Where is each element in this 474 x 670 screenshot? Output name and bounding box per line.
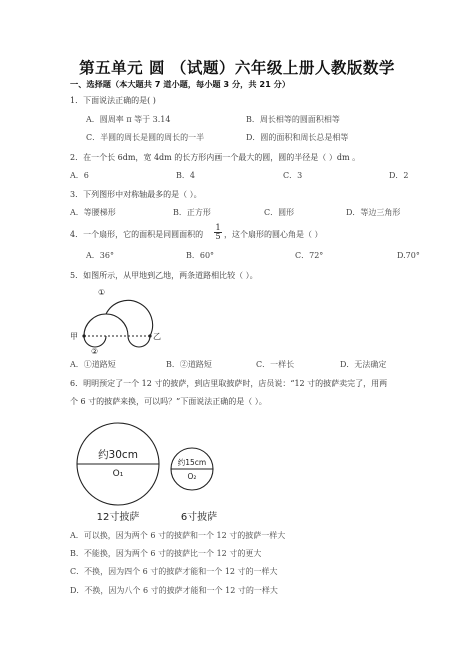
q3-option-b: B．正方形 bbox=[173, 208, 211, 217]
q2-stem: 2．在一个长 6dm，宽 4dm 的长方形内画一个最大的圆，圆的半径是（ ）dm 。 bbox=[70, 153, 361, 162]
q1-option-c: C．半圆的周长是圆的周长的一半 bbox=[86, 133, 205, 142]
pizza-6-caption: 6寸披萨 bbox=[180, 512, 218, 522]
pizza-12-diameter-label: 约30cm bbox=[98, 449, 138, 461]
route-2-label: ② bbox=[91, 347, 99, 356]
q6-option-c: C．不换，因为四个 6 寸的披萨才能和一个 12 寸的一样大 bbox=[70, 567, 278, 576]
pizza-6-center-label: O₂ bbox=[187, 472, 197, 481]
q1-stem: 1．下面说法正确的是( ) bbox=[70, 96, 156, 105]
route-1-large-arc bbox=[106, 300, 153, 336]
q2-option-c: C．3 bbox=[283, 171, 303, 180]
q4-stem-end: ，这个扇形的圆心角是（ ） bbox=[224, 230, 323, 239]
q1-option-b: B．周长相等的圆面积相等 bbox=[246, 115, 340, 124]
route-2-path bbox=[84, 336, 106, 347]
q4-option-a: A．36° bbox=[86, 251, 114, 260]
q4-fraction bbox=[214, 224, 222, 241]
q4-fraction-denominator: 5 bbox=[215, 232, 221, 241]
end-label: 乙 bbox=[153, 332, 161, 341]
q6-stem-line-1: 6．明明预定了一个 12 寸的披萨，到店里取披萨时，店员说：“12 寸的披萨卖完了，用两 bbox=[70, 379, 388, 388]
q3-option-a: A．等腰梯形 bbox=[70, 208, 116, 217]
pizza-12-caption: 12寸披萨 bbox=[96, 512, 140, 522]
q3-option-c: C．圆形 bbox=[264, 208, 295, 217]
q1-option-d: D．圆的面积和周长总是相等 bbox=[246, 133, 349, 142]
route-1-label: ① bbox=[98, 288, 106, 297]
q4-stem-start: 4．一个扇形，它的面积是同圆面积的 bbox=[70, 230, 204, 239]
q5-route-diagram bbox=[60, 282, 180, 362]
q2-option-b: B．4 bbox=[176, 171, 195, 180]
q6-option-a: A．可以换，因为两个 6 寸的披萨和一个 12 寸的披萨一样大 bbox=[70, 531, 286, 540]
q6-option-d: D．不换，因为八个 6 寸的披萨才能和一个 12 寸的一样大 bbox=[70, 586, 278, 595]
section-heading: 一、选择题（本大题共 7 道小题，每小题 3 分，共 21 分） bbox=[70, 79, 291, 89]
q5-option-d: D．无法确定 bbox=[340, 360, 387, 369]
q4-option-d: D.70° bbox=[397, 251, 420, 260]
q5-option-b: B．②道路短 bbox=[166, 360, 212, 369]
q3-option-d: D．等边三角形 bbox=[346, 208, 401, 217]
q4-fraction-numerator: 1 bbox=[215, 223, 221, 232]
q6-stem-line-2: 个 6 寸的披萨来换，可以吗？”下面说法正确的是（ ）。 bbox=[70, 397, 267, 406]
pizza-12-center-label: O₁ bbox=[112, 469, 124, 479]
q4-option-c: C．72° bbox=[295, 251, 324, 260]
q2-option-d: D．2 bbox=[389, 171, 409, 180]
pizza-6-diameter-label: 约15cm bbox=[177, 458, 207, 467]
page-title: 第五单元 圆 （试题）六年级上册人教版数学 bbox=[79, 59, 395, 77]
start-label: 甲 bbox=[70, 332, 78, 341]
q6-pizza-diagram bbox=[68, 416, 248, 522]
q3-stem: 3．下列图形中对称轴最多的是（ ）。 bbox=[70, 190, 202, 199]
start-point bbox=[82, 334, 85, 337]
q5-option-a: A．①道路短 bbox=[70, 360, 116, 369]
q5-option-c: C．一样长 bbox=[256, 360, 295, 369]
q1-option-a: A．圆周率 π 等于 3.14 bbox=[86, 115, 171, 124]
route-1-path bbox=[84, 314, 150, 347]
q6-option-b: B．不能换，因为两个 6 寸的披萨比一个 12 寸的更大 bbox=[70, 549, 262, 558]
end-point bbox=[148, 334, 151, 337]
q5-stem: 5．如图所示，从甲地到乙地，两条道路相比较（ ）。 bbox=[70, 271, 258, 280]
q2-option-a: A．6 bbox=[70, 171, 89, 180]
q4-option-b: B．60° bbox=[186, 251, 215, 260]
